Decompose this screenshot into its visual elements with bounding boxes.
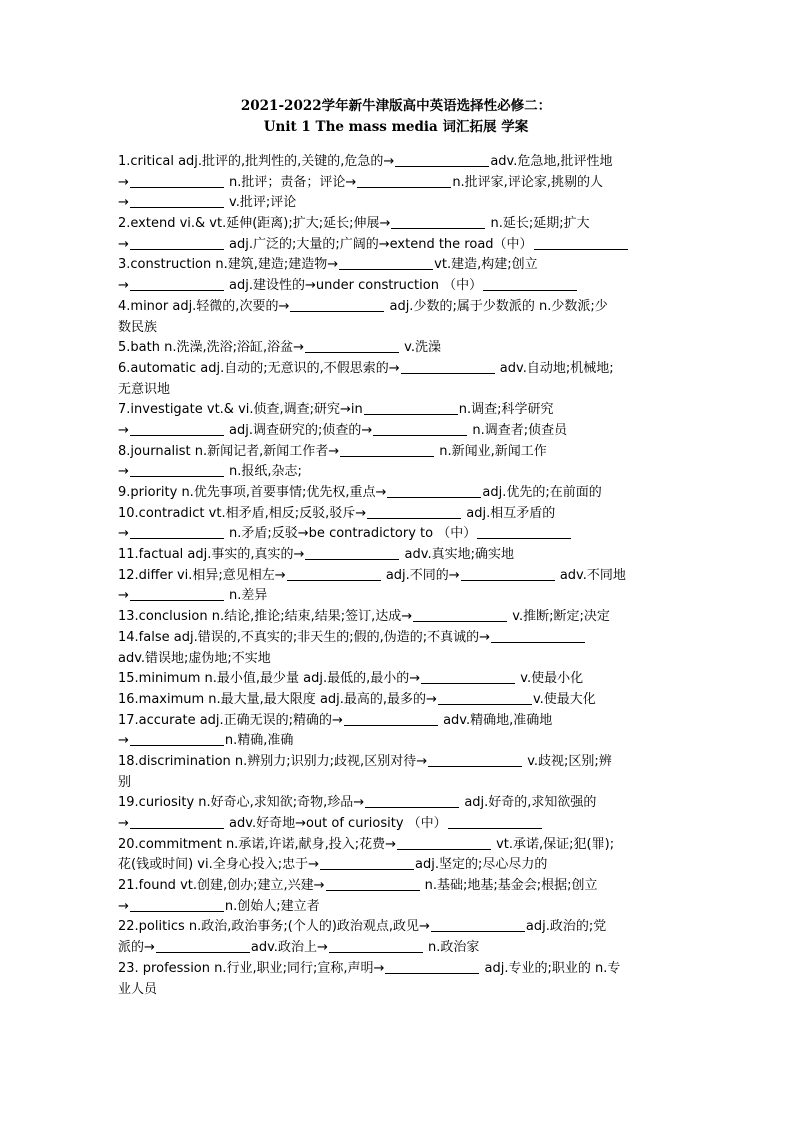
vocab-text: 别 [118,774,132,790]
vocab-line [118,835,674,856]
vocab-text: v.推断;断定;决定 [508,609,610,625]
vocab-text: adj.少数的;属于少数派的 n.少数派;少 [385,298,608,314]
answer-blank[interactable] [395,152,489,167]
answer-blank[interactable] [357,173,451,188]
vocab-text: n.政治家 [423,940,480,956]
vocab-text: 11.factual adj.事实的,真实的→ [118,547,305,563]
vocab-text: 13.conclusion n.结论,推论;结束,结果;签订,达成→ [118,609,413,625]
answer-blank[interactable] [130,173,224,188]
answer-blank[interactable] [413,607,507,622]
document-title: 2021-2022学年新牛津版高中英语选择性必修二： [240,98,552,114]
vocab-line [118,359,674,380]
vocab-line [118,255,674,276]
vocab-line [118,690,674,711]
answer-blank[interactable] [385,959,479,974]
answer-blank[interactable] [428,752,522,767]
vocab-line [118,938,674,959]
vocab-text: 18.discrimination n.辨别力;识别力;歧视,区别对待→ [118,753,428,769]
vocab-text: adj.不同的→ [381,567,460,583]
vocab-line [118,711,674,732]
vocab-text: 花(钱或时间) vi.全身心投入;忠于→ [118,857,319,873]
answer-blank[interactable] [130,731,224,746]
vocab-line [118,980,674,1001]
answer-blank[interactable] [438,690,532,705]
vocab-text: → [118,174,129,190]
vocab-text: n.创始人;建立者 [224,898,320,914]
answer-blank[interactable] [364,400,458,415]
vocab-text: 22.politics n.政治,政治事务;(个人的)政治观点,政见→ [118,919,430,935]
vocab-line [118,235,674,256]
vocab-text: adv.好奇地→out of curiosity （中） [224,816,447,831]
vocab-text: adj.建设性的→under construction （中） [224,278,483,294]
vocab-line [118,421,674,442]
vocab-text: 9.priority n.优先事项,首要事情;优先权,重点→ [118,485,387,500]
answer-blank[interactable] [130,814,224,829]
vocab-line [118,318,674,339]
vocab-text: 8.journalist n.新闻记者,新闻工作者→ [118,443,340,459]
answer-blank[interactable] [130,276,224,291]
vocab-text: n.基础;地基;基金会;根据;创立 [420,878,598,894]
vocab-text: adj.调查研究的;侦查的→ [224,422,373,438]
answer-blank[interactable] [491,628,585,643]
vocab-line [118,855,674,876]
vocab-text: v.歧视;区别;辨 [523,753,612,769]
vocab-line [118,462,674,483]
answer-blank[interactable] [477,524,571,539]
answer-blank[interactable] [130,524,224,539]
answer-blank[interactable] [305,545,399,560]
vocab-text: 4.minor adj.轻微的,次要的→ [118,298,290,314]
vocab-line [118,628,674,649]
vocab-text: 3.construction n.建筑,建造;建造物→ [118,257,339,273]
vocab-text: → [118,526,129,542]
vocab-text: v.使最大化 [532,691,596,707]
answer-blank[interactable] [130,462,224,477]
vocab-text: n.新闻业,新闻工作 [435,443,547,459]
answer-blank[interactable] [326,876,420,891]
vocab-line [118,917,674,938]
answer-blank[interactable] [448,814,542,829]
vocab-text: v.使最小化 [516,671,584,687]
vocab-line [118,214,674,235]
vocab-text: n.矛盾;反驳→be contradictory to （中） [224,526,477,542]
vocab-text: n.精确,准确 [224,733,294,749]
answer-blank[interactable] [329,938,423,953]
vocab-text: 20.commitment n.承诺,许诺,献身,投入;花费→ [118,836,396,852]
vocab-text: → [118,422,129,438]
vocab-text: n.差异 [224,588,268,604]
vocab-line [118,566,674,587]
vocab-line [118,400,674,421]
vocab-line [118,483,674,504]
vocabulary-list [118,152,674,1000]
vocab-line [118,380,674,401]
vocab-text: 派的→ [118,940,155,956]
vocab-text: 业人员 [118,981,158,997]
vocab-line [118,276,674,297]
answer-blank[interactable] [344,711,438,726]
vocab-text: adj.好奇的,求知欲强的 [460,795,597,811]
worksheet-page [118,96,674,1000]
vocab-text: n.报纸,杂志; [224,464,302,480]
vocab-text: 5.bath n.洗澡,洗浴;浴缸,浴盆→ [118,340,304,356]
vocab-text: adv.自动地;机械地; [495,360,614,376]
answer-blank[interactable] [130,193,224,208]
answer-blank[interactable] [534,235,628,250]
vocab-line [118,524,674,545]
vocab-text: → [118,464,129,480]
answer-blank[interactable] [305,338,399,353]
vocab-text: adj.坚定的;尽心尽力的 [415,857,548,873]
answer-blank[interactable] [130,586,224,601]
answer-blank[interactable] [130,897,224,912]
answer-blank[interactable] [130,235,224,250]
vocab-text: adv.精确地,准确地 [438,712,553,728]
vocab-text: 23. profession n.行业,职业;同行;宣称,声明→ [118,960,385,976]
answer-blank[interactable] [431,917,525,932]
answer-blank[interactable] [290,297,384,312]
answer-blank[interactable] [365,793,459,808]
vocab-text: n.调查者;侦查员 [468,422,568,438]
vocab-text: adv.真实地;确实地 [400,547,514,563]
answer-blank[interactable] [387,483,481,498]
vocab-text: n.批评家,评论家,挑剔的人 [452,174,603,190]
answer-blank[interactable] [287,566,381,581]
vocab-line [118,793,674,814]
vocab-line [118,586,674,607]
vocab-line [118,338,674,359]
vocab-line [118,669,674,690]
vocab-line [118,773,674,794]
vocab-text: n.调查;科学研究 [458,402,554,418]
vocab-text: adj.优先的;在前面的 [482,485,602,500]
vocab-text: → [118,236,129,252]
answer-blank[interactable] [340,442,434,457]
vocab-text: vt.承诺,保证;犯(罪); [491,836,615,852]
vocab-text: 21.found vt.创建,创办;建立,兴建→ [118,878,325,894]
vocab-line [118,173,674,194]
answer-blank[interactable] [461,566,555,581]
vocab-line [118,649,674,670]
vocab-line [118,442,674,463]
vocab-text: 1.critical adj.批评的,批判性的,关键的,危急的→ [118,154,395,169]
answer-blank[interactable] [367,504,461,519]
vocab-text: 19.curiosity n.好奇心,求知欲;奇物,珍品→ [118,795,365,811]
vocab-text: 14.false adj.错误的,不真实的;非天生的;假的,伪造的;不真诚的→ [118,629,490,645]
answer-blank[interactable] [130,421,224,436]
vocab-line [118,152,674,173]
vocab-text: → [118,898,129,914]
answer-blank[interactable] [397,835,491,850]
vocab-text: → [118,733,129,749]
vocab-text: adv.政治上→ [250,940,328,956]
vocab-text: adv.错误地;虚伪地;不实地 [118,650,271,666]
vocab-text: vt.建造,构建;创立 [434,257,538,273]
vocab-text: adj.广泛的;大量的;广阔的→extend the road（中） [224,236,533,252]
answer-blank[interactable] [156,938,250,953]
vocab-text: 无意识地 [118,381,171,397]
vocab-text: adj.相互矛盾的 [462,505,556,521]
vocab-text: n.延长;延期;扩大 [486,216,590,232]
vocab-line [118,297,674,318]
answer-blank[interactable] [421,669,515,684]
vocab-text: → [118,816,129,831]
vocab-text: 17.accurate adj.正确无误的;精确的→ [118,712,343,728]
vocab-text: v.洗澡 [400,340,441,356]
document-subtitle: Unit 1 The mass media 词汇拓展 学案 [263,119,529,135]
vocab-text: adj.政治的;党 [525,919,607,935]
vocab-text: 7.investigate vt.& vi.侦查,调查;研究→in [118,402,363,418]
vocab-line [118,876,674,897]
vocab-text: → [118,195,129,211]
vocab-text: v.批评;评论 [224,195,297,211]
vocab-text: adv.危急地,批评性地 [490,154,613,169]
vocab-text: 6.automatic adj.自动的;无意识的,不假思索的→ [118,360,400,376]
vocab-text: 数民族 [118,319,158,335]
answer-blank[interactable] [373,421,467,436]
vocab-line [118,897,674,918]
vocab-text: adv.不同地 [555,567,626,583]
vocab-line [118,193,674,214]
vocab-line [118,607,674,628]
vocab-line [118,814,674,835]
vocab-text: 2.extend vi.& vt.延伸(距离);扩大;延长;伸展→ [118,216,391,232]
vocab-text: → [118,278,129,294]
vocab-line [118,752,674,773]
vocab-line [118,545,674,566]
vocab-text: 10.contradict vt.相矛盾,相反;反驳,驳斥→ [118,505,367,521]
answer-blank[interactable] [401,359,495,374]
vocab-text: n.批评；责备；评论→ [224,174,357,190]
answer-blank[interactable] [339,255,433,270]
answer-blank[interactable] [320,855,414,870]
vocab-line [118,959,674,980]
vocab-text: 15.minimum n.最小值,最少量 adj.最低的,最小的→ [118,671,421,687]
vocab-line [118,504,674,525]
answer-blank[interactable] [391,214,485,229]
vocab-text: 16.maximum n.最大量,最大限度 adj.最高的,最多的→ [118,691,437,707]
answer-blank[interactable] [483,276,577,291]
vocab-text: adj.专业的;职业的 n.专 [480,960,621,976]
vocab-text: → [118,588,129,604]
vocab-line [118,731,674,752]
vocab-text: 12.differ vi.相异;意见相左→ [118,567,286,583]
